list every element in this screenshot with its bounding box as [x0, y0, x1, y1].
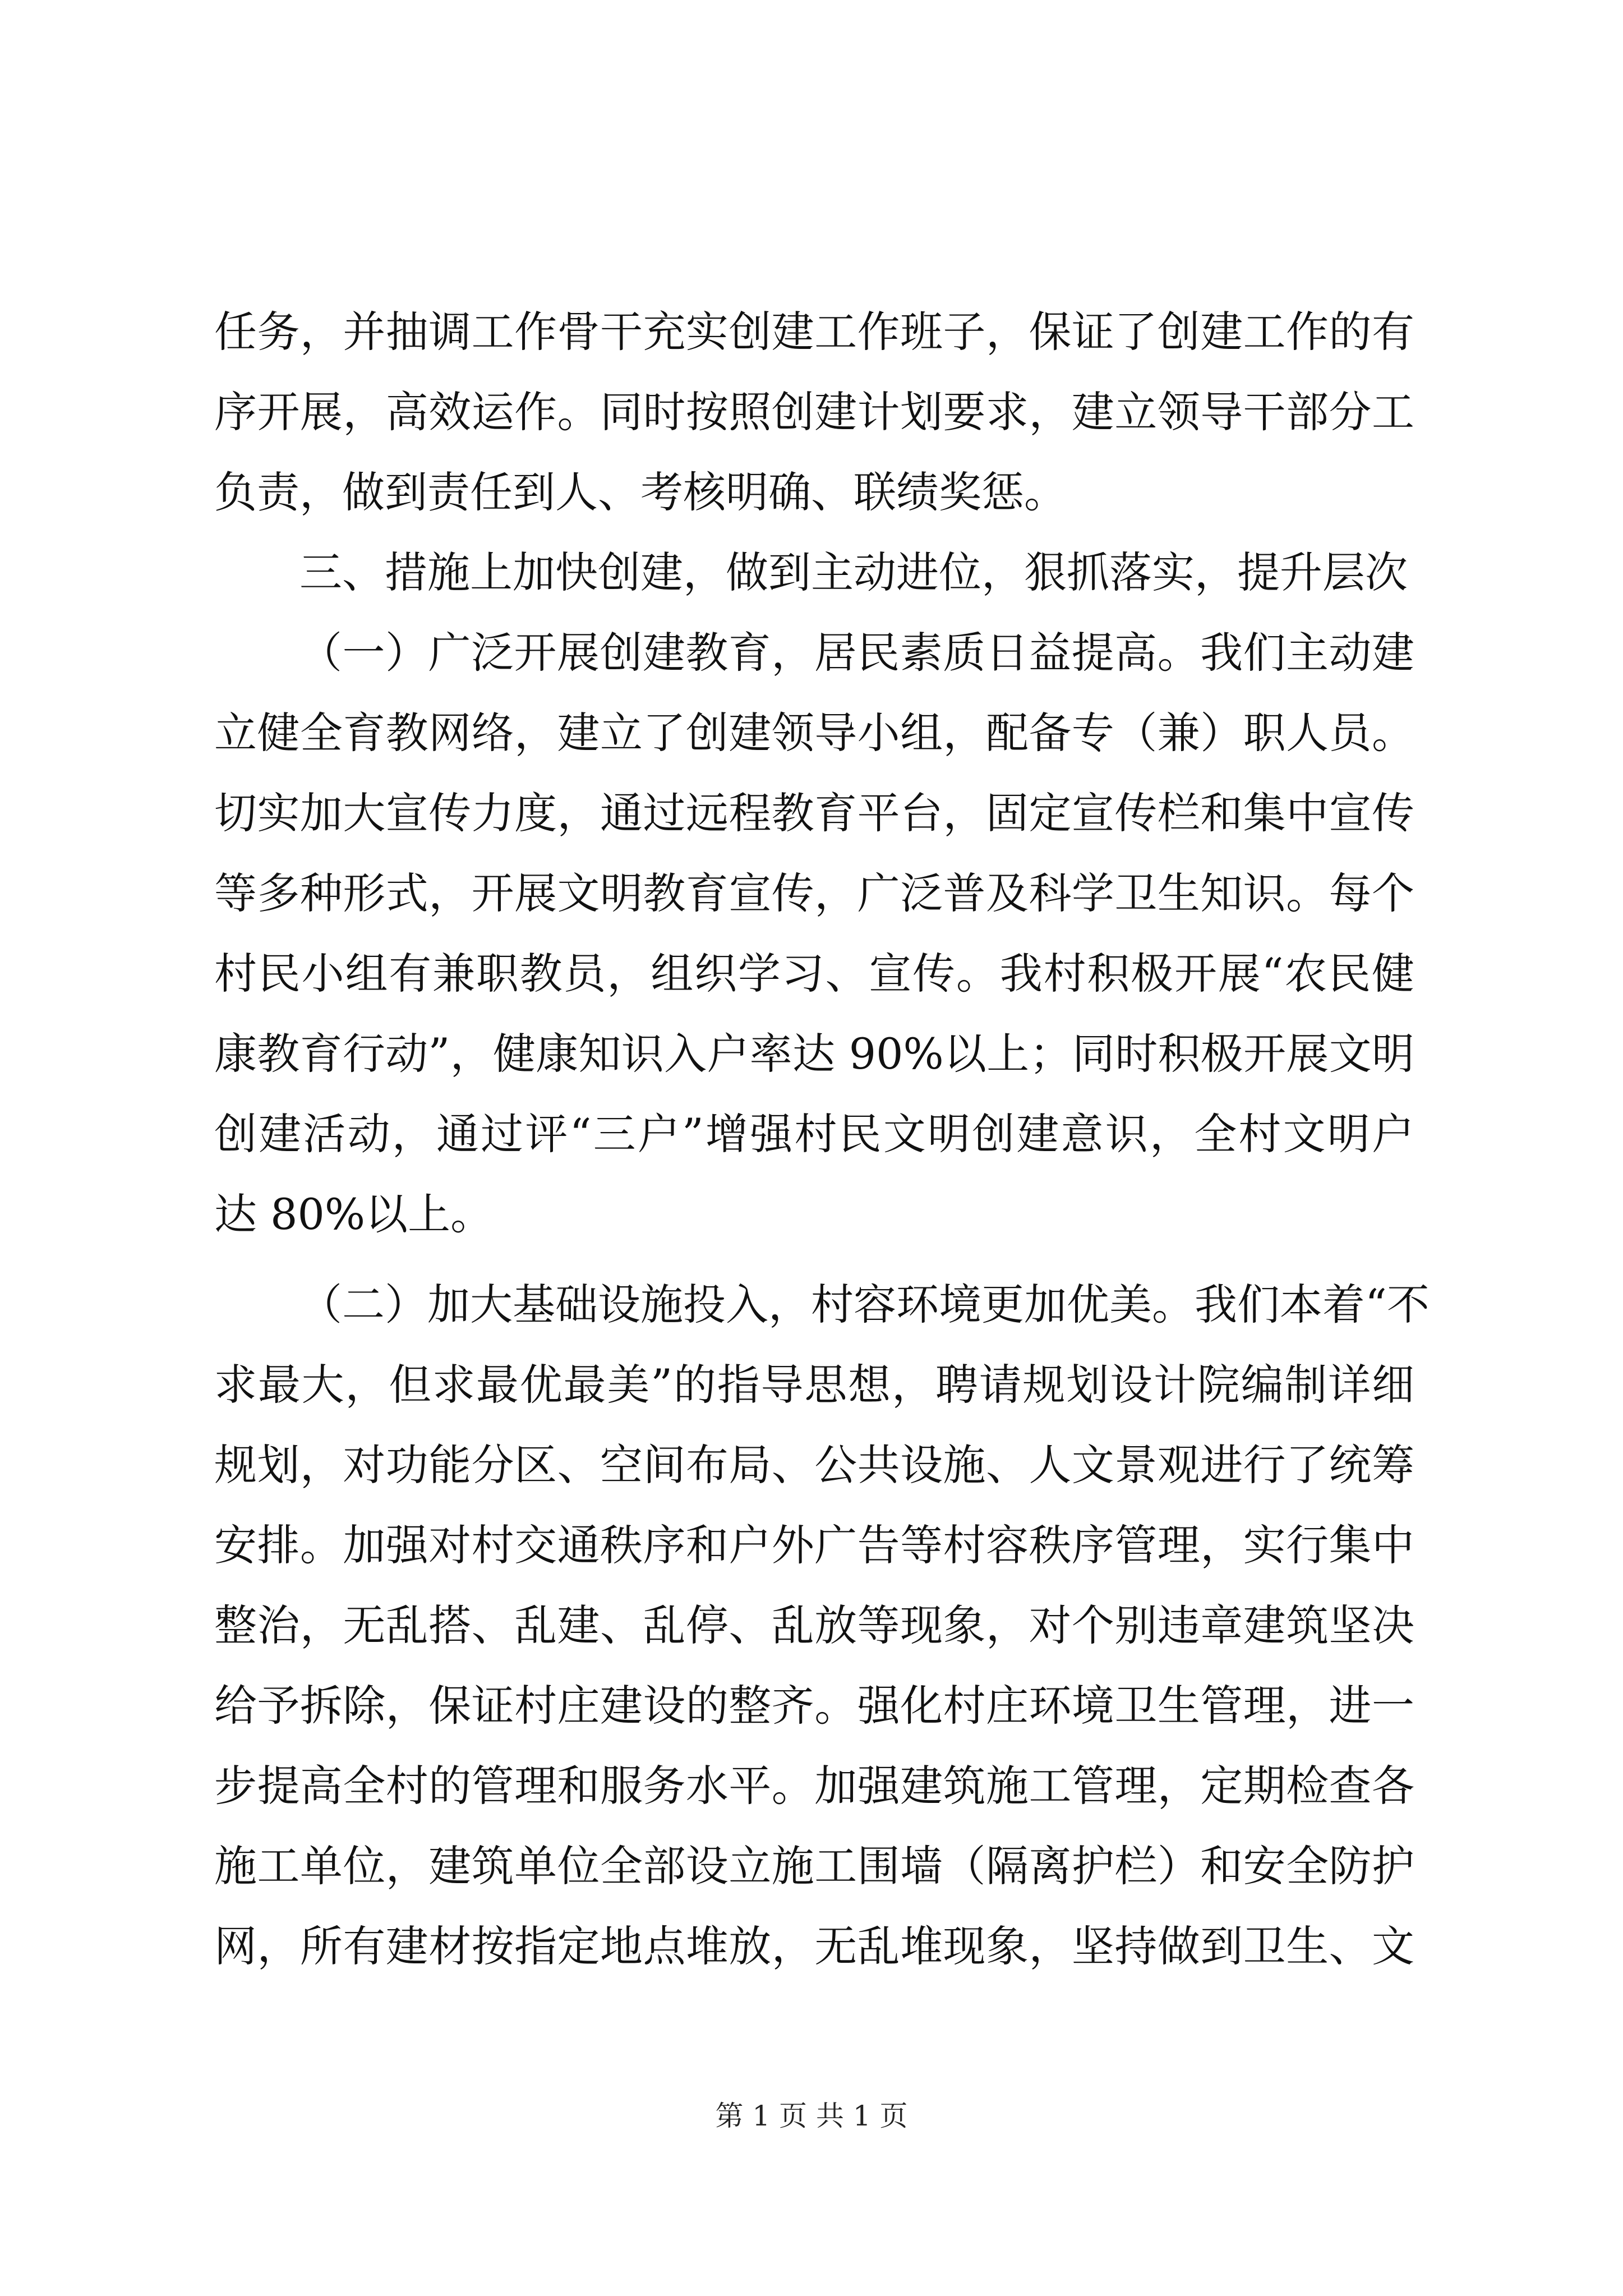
text-line: 安排。加强对村交通秩序和户外广告等村容秩序管理，实行集中: [214, 1520, 1414, 1570]
text-line: 等多种形式，开展文明教育宣传，广泛普及科学卫生知识。每个: [214, 868, 1414, 918]
text-line: 给予拆除，保证村庄建设的整齐。强化村庄环境卫生管理，进一: [214, 1681, 1414, 1731]
paragraph-heading: （一）广泛开展创建教育，居民素质日益提高。我们主动建: [299, 628, 1414, 678]
text-line: 负责，做到责任到人、考核明确、联绩奖惩。: [214, 467, 1067, 517]
text-line: 整治，无乱搭、乱建、乱停、乱放等现象，对个别违章建筑坚决: [214, 1600, 1414, 1650]
text-line: 切实加大宣传力度，通过远程教育平台，固定宣传栏和集中宣传: [214, 788, 1414, 838]
paragraph-heading: （二）加大基础设施投入，村容环境更加优美。我们本着“不: [299, 1280, 1430, 1329]
text-line: 网，所有建材按指定地点堆放，无乱堆现象，坚持做到卫生、文: [214, 1921, 1414, 1971]
text-line: 步提高全村的管理和服务水平。加强建筑施工管理，定期检查各: [214, 1761, 1414, 1811]
section-heading: 三、措施上加快创建，做到主动进位，狠抓落实，提升层次: [299, 547, 1408, 597]
text-line: 立健全育教网络，建立了创建领导小组，配备专（兼）职人员。: [214, 708, 1414, 758]
text-line: 任务，并抽调工作骨干充实创建工作班子，保证了创建工作的有: [214, 307, 1414, 357]
text-line: 求最大，但求最优最美”的指导思想，聘请规划设计院编制详细: [214, 1360, 1414, 1410]
document-body: [214, 292, 1430, 1986]
text-line: 序开展，高效运作。同时按照创建计划要求，建立领导干部分工: [214, 387, 1414, 437]
text-line: 施工单位，建筑单位全部设立施工围墙（隔离护栏）和安全防护: [214, 1841, 1414, 1891]
text-line: 村民小组有兼职教员，组织学习、宣传。我村积极开展“农民健: [214, 949, 1414, 999]
text-line: 规划，对功能分区、空间布局、公共设施、人文景观进行了统筹: [214, 1440, 1414, 1490]
text-line: 创建活动，通过评“三户”增强村民文明创建意识，全村文明户: [214, 1109, 1414, 1159]
page-number-footer: 第 1 页 共 1 页: [715, 2100, 908, 2132]
text-line: 康教育行动”，健康知识入户率达 90%以上；同时积极开展文明: [214, 1029, 1414, 1079]
text-line: 达 80%以上。: [214, 1189, 494, 1239]
